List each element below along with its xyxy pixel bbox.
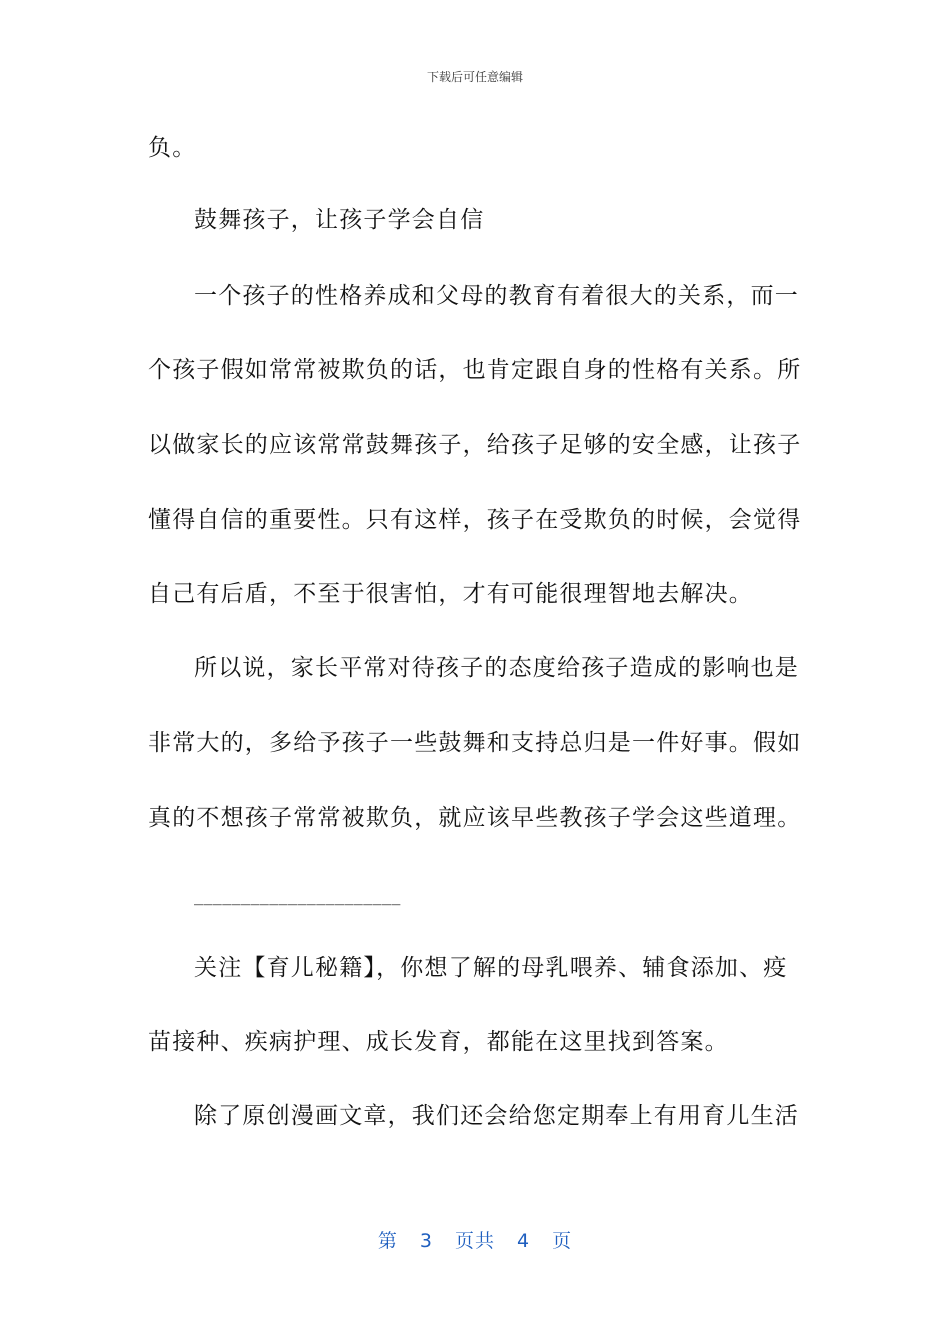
section-heading: 鼓舞孩子，让孩子学会自信 <box>194 207 485 233</box>
footer-current-page: 3 <box>419 1230 433 1252</box>
footer-middle: 页共 <box>454 1230 495 1252</box>
header-note: 下载后可任意编辑 <box>426 70 523 84</box>
text-line: 关注【育儿秘籍】，你想了解的母乳喂养、辅食添加、疫 <box>194 955 788 981</box>
text-line: 以做家长的应该常常鼓舞孩子，给孩子足够的安全感，让孩子 <box>148 432 802 458</box>
page-footer <box>0 1226 950 1253</box>
text-line: 一个孩子的性格养成和父母的教育有着很大的关系，而一 <box>194 283 799 309</box>
footer-total-pages: 4 <box>517 1230 531 1252</box>
footer-prefix: 第 <box>377 1230 398 1252</box>
text-line: 负。 <box>148 135 197 161</box>
text-line: 个孩子假如常常被欺负的话，也肯定跟自身的性格有关系。所 <box>148 357 802 383</box>
text-line: 自己有后盾，不至于很害怕，才有可能很理智地去解决。 <box>148 581 753 607</box>
text-line: 苗接种、疾病护理、成长发育，都能在这里找到答案。 <box>148 1029 729 1055</box>
text-line: 所以说，家长平常对待孩子的态度给孩子造成的影响也是 <box>194 655 799 681</box>
text-line: 真的不想孩子常常被欺负，就应该早些教孩子学会这些道理。 <box>148 805 802 831</box>
text-line: 除了原创漫画文章，我们还会给您定期奉上有用育儿生活 <box>194 1103 799 1129</box>
divider-underscores: ______________________ <box>194 885 401 906</box>
text-line: 非常大的，多给予孩子一些鼓舞和支持总归是一件好事。假如 <box>148 730 802 756</box>
footer-suffix: 页 <box>552 1230 573 1252</box>
text-line: 懂得自信的重要性。只有这样，孩子在受欺负的时候，会觉得 <box>148 507 802 533</box>
